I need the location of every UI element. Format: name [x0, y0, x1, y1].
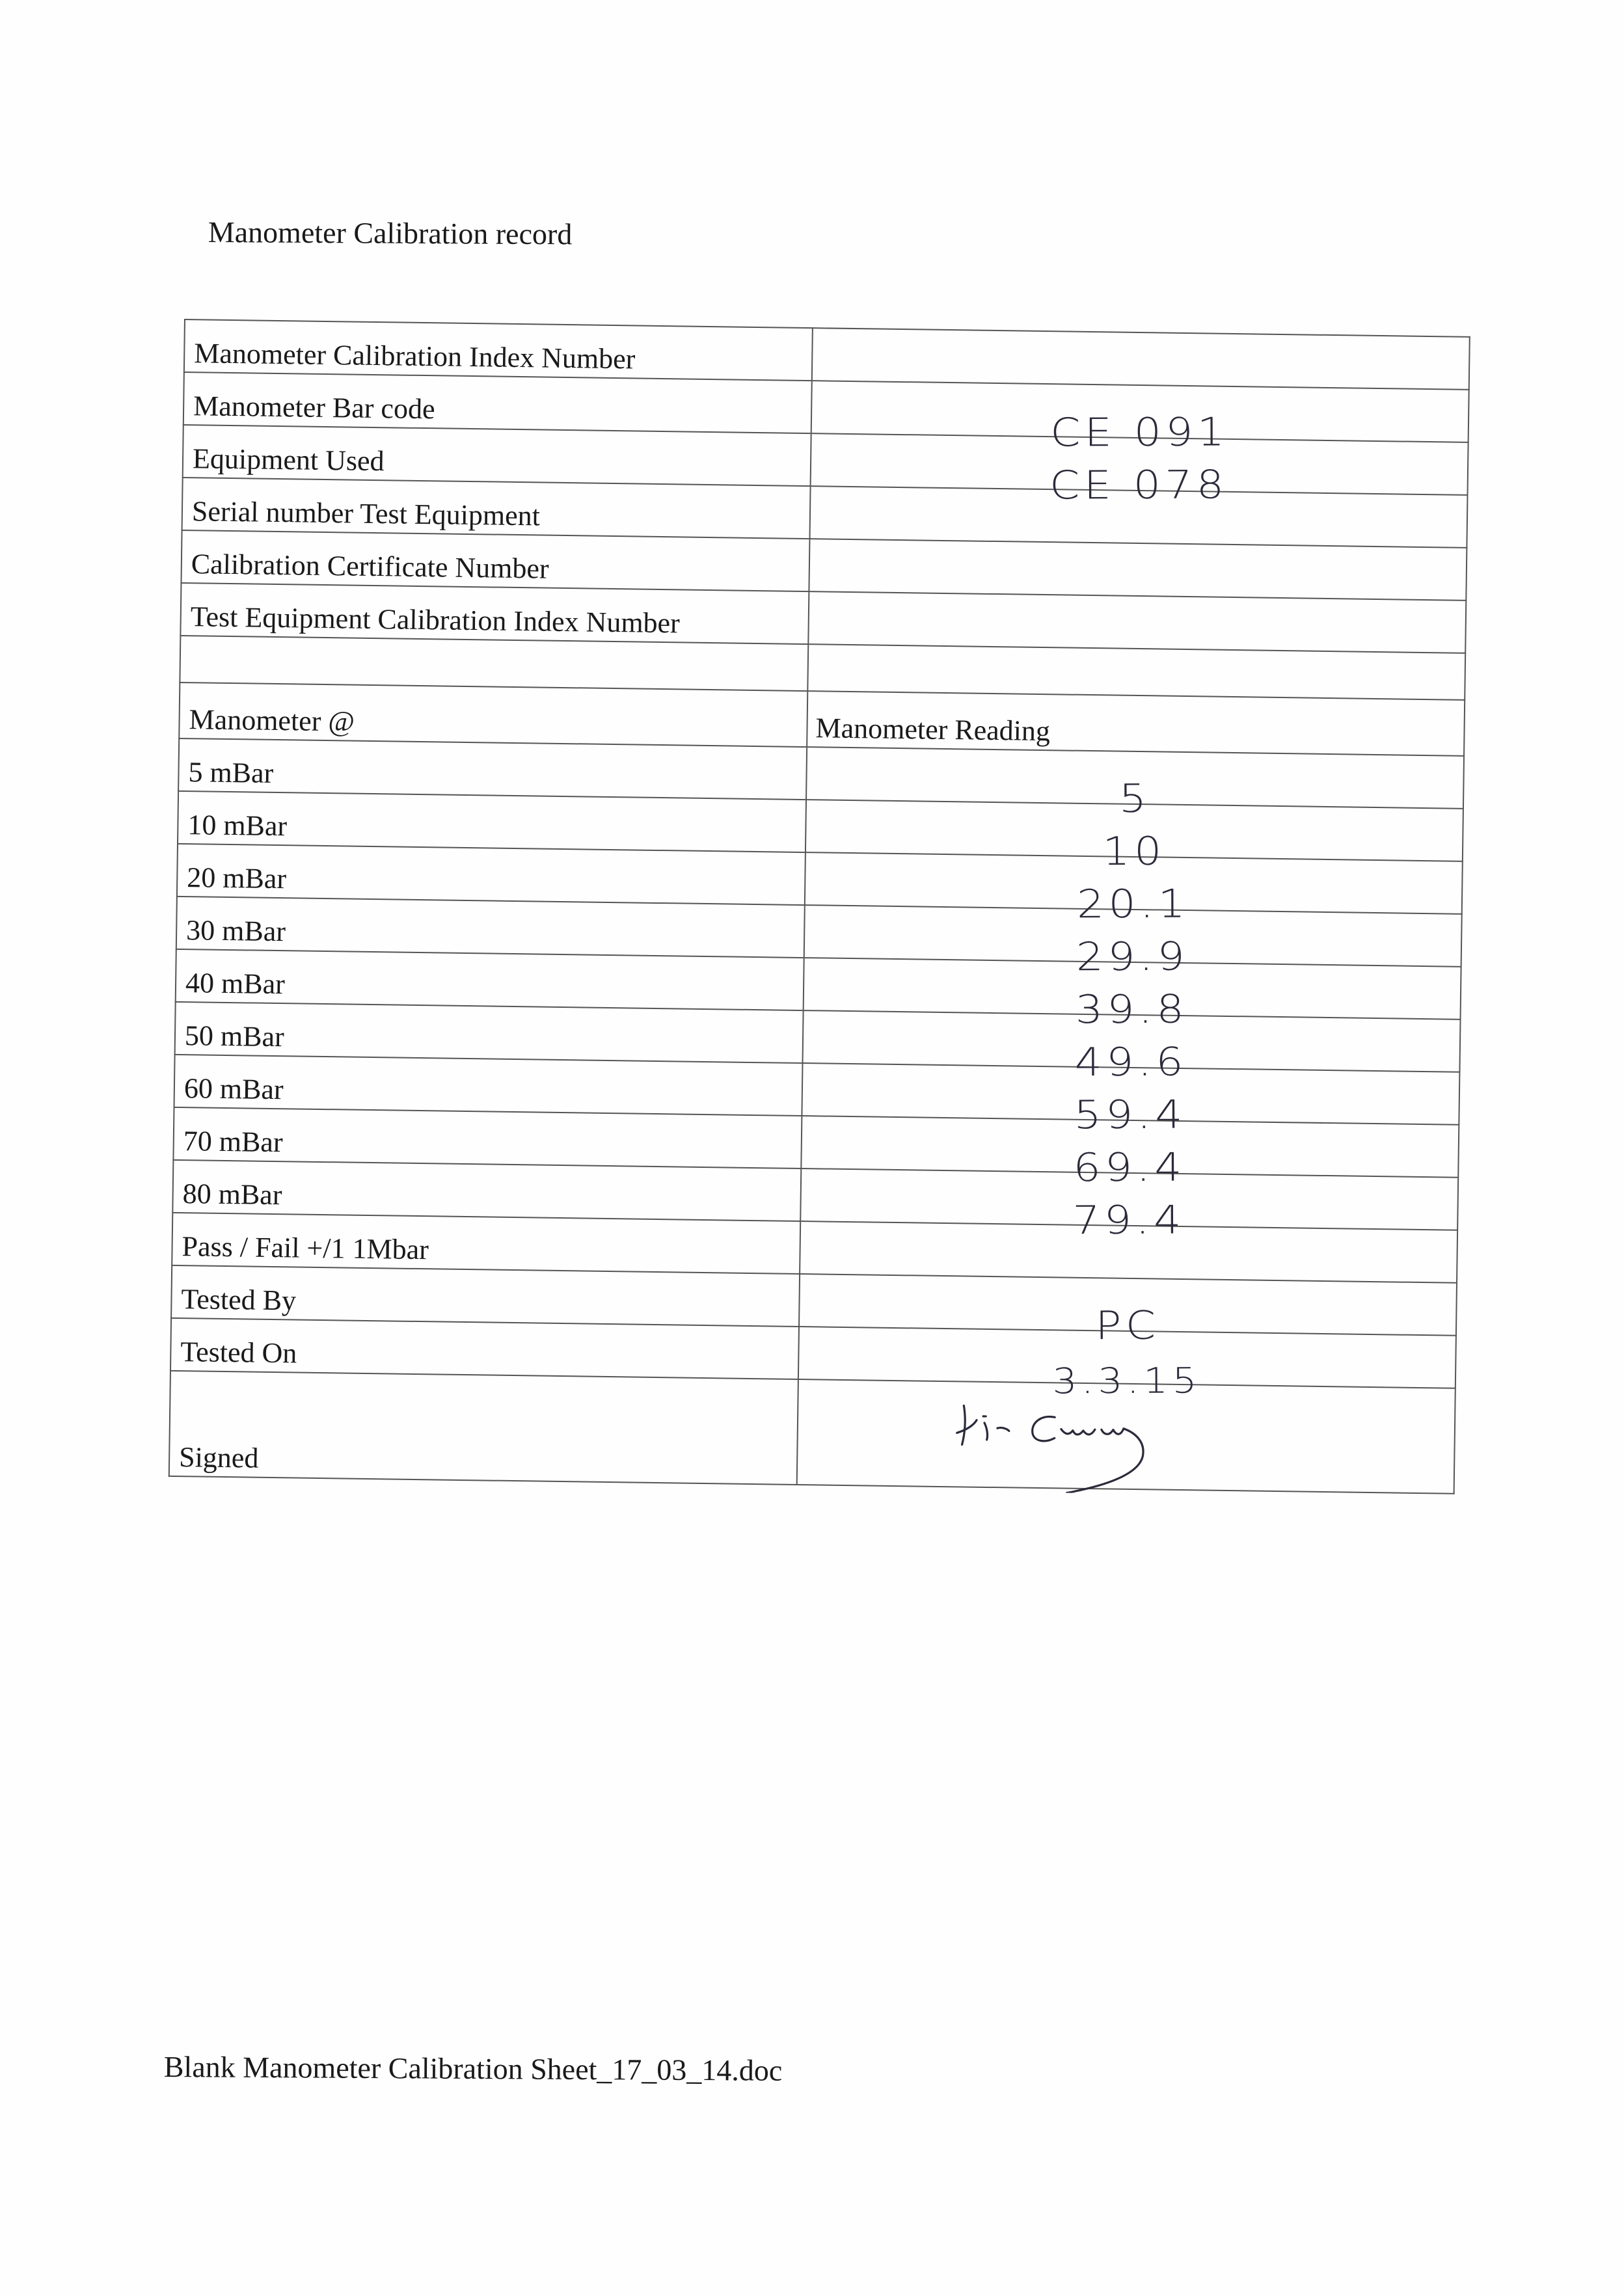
handwritten-reading: 69.4 — [1073, 1144, 1187, 1191]
reading-value — [803, 1010, 1461, 1086]
reading-value — [804, 958, 1461, 1033]
result-label: Tested On — [170, 1318, 799, 1379]
result-value — [799, 1274, 1457, 1349]
pressure-label: 80 mBar — [172, 1160, 801, 1221]
empty-cell — [180, 636, 808, 691]
signed-row — [169, 1371, 1455, 1494]
info-value — [808, 591, 1466, 653]
info-label: Calibration Certificate Number — [181, 530, 809, 591]
handwritten-value: CE 091 — [1050, 409, 1230, 456]
handwritten-signature — [949, 1394, 1250, 1502]
pressure-label: 60 mBar — [174, 1055, 803, 1116]
handwritten-value: CE 078 — [1049, 462, 1228, 509]
info-value — [812, 328, 1470, 390]
reading-value — [805, 800, 1463, 875]
handwritten-reading: 39.8 — [1075, 986, 1189, 1033]
reading-value — [801, 1116, 1459, 1191]
info-value — [811, 381, 1469, 456]
pressure-label: 40 mBar — [176, 949, 804, 1010]
calibration-sheet — [169, 319, 1469, 1494]
reading-value — [805, 852, 1463, 928]
result-label: Tested By — [171, 1265, 800, 1327]
signed-label: Signed — [169, 1371, 798, 1485]
pressure-label: 30 mBar — [176, 897, 805, 958]
calibration-table — [169, 319, 1470, 1494]
document-title: Manometer Calibration record — [208, 215, 573, 251]
pressure-label: 70 mBar — [173, 1107, 802, 1168]
handwritten-result: 3.3.15 — [1052, 1360, 1202, 1401]
info-label: Manometer Calibration Index Number — [184, 319, 813, 381]
handwritten-reading: 20.1 — [1077, 881, 1190, 928]
handwritten-reading: 49.6 — [1074, 1039, 1188, 1086]
info-value — [809, 486, 1467, 548]
handwritten-reading: 5 — [1118, 776, 1151, 822]
handwritten-reading: 59.4 — [1074, 1092, 1187, 1139]
result-label: Pass / Fail +/1 1Mbar — [172, 1213, 800, 1274]
handwritten-result: PC — [1095, 1303, 1160, 1349]
result-value — [798, 1327, 1456, 1401]
info-value — [809, 539, 1467, 601]
info-label: Test Equipment Calibration Index Number — [180, 583, 809, 644]
result-value — [800, 1221, 1457, 1283]
reading-value — [804, 905, 1462, 980]
signature-cell — [797, 1379, 1455, 1494]
pressure-label: 10 mBar — [178, 791, 806, 852]
handwritten-reading: 10 — [1102, 828, 1166, 875]
handwritten-reading: 29.9 — [1076, 934, 1189, 980]
info-label: Equipment Used — [183, 425, 811, 486]
info-label: Serial number Test Equipment — [182, 478, 811, 539]
reading-value — [800, 1168, 1458, 1244]
reading-value — [806, 747, 1464, 822]
pressure-label: 5 mBar — [178, 738, 807, 800]
readings-header-value: Manometer Reading — [807, 691, 1465, 756]
document-footer: Blank Manometer Calibration Sheet_17_03_14.doc — [163, 2050, 783, 2087]
empty-cell — [807, 644, 1465, 700]
reading-value — [802, 1063, 1459, 1139]
info-value — [811, 433, 1468, 509]
handwritten-reading: 79.4 — [1072, 1197, 1186, 1244]
readings-header-label: Manometer @ — [179, 682, 807, 747]
info-label: Manometer Bar code — [183, 372, 812, 433]
pressure-label: 20 mBar — [177, 844, 805, 905]
pressure-label: 50 mBar — [175, 1002, 804, 1063]
